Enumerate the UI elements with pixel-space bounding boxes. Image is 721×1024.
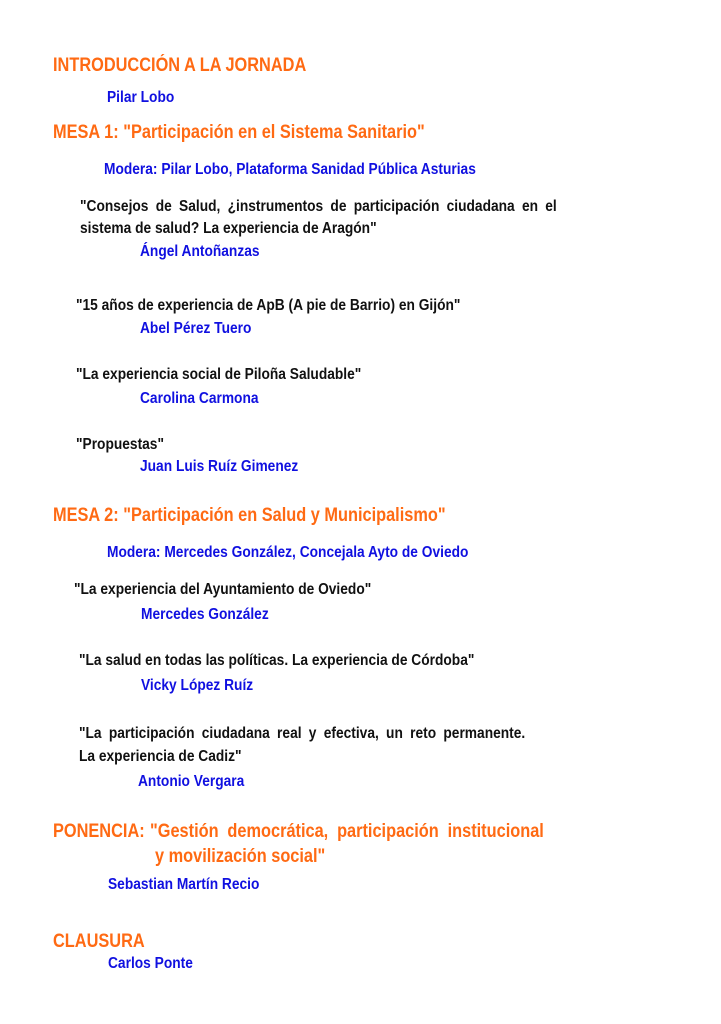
mesa2-talk3-speaker: Antonio Vergara <box>138 773 245 790</box>
mesa1-talk1-speaker: Ángel Antoñanzas <box>140 243 260 260</box>
ponencia-label: PONENCIA: <box>53 821 145 842</box>
intro-heading: INTRODUCCIÓN A LA JORNADA <box>53 55 307 76</box>
mesa1-moderator: Modera: Pilar Lobo, Plataforma Sanidad Pública Asturias <box>104 161 476 178</box>
mesa2-talk3-title-line2: La experiencia de Cadiz" <box>79 748 242 765</box>
mesa2-heading: MESA 2: "Participación en Salud y Municipalismo" <box>53 505 446 526</box>
mesa1-talk4-title: "Propuestas" <box>76 436 164 453</box>
ponencia-speaker: Sebastian Martín Recio <box>108 876 260 893</box>
mesa2-talk1-title: "La experiencia del Ayuntamiento de Oviedo" <box>74 581 372 598</box>
mesa1-heading: MESA 1: "Participación en el Sistema Sanitario" <box>53 122 425 143</box>
mesa1-talk4-speaker: Juan Luis Ruíz Gimenez <box>140 458 299 475</box>
ponencia-title-line2: y movilización social" <box>155 846 326 867</box>
mesa1-talk2-title: "15 años de experiencia de ApB (A pie de Barrio) en Gijón" <box>76 297 461 314</box>
mesa1-talk1-title-line2: sistema de salud? La experiencia de Aragón" <box>80 220 377 237</box>
mesa2-talk3-title-line1: "La participación ciudadana real y efectiva, un reto permanente. <box>79 725 526 742</box>
clausura-speaker: Carlos Ponte <box>108 955 193 972</box>
intro-speaker: Pilar Lobo <box>107 89 175 106</box>
clausura-heading: CLAUSURA <box>53 931 145 952</box>
mesa1-talk2-speaker: Abel Pérez Tuero <box>140 320 252 337</box>
mesa1-talk1-title-line1: "Consejos de Salud, ¿instrumentos de participación ciudadana en el <box>80 198 557 215</box>
ponencia-title-line1: "Gestión democrática, participación institucional <box>150 821 544 842</box>
mesa2-talk2-title: "La salud en todas las políticas. La experiencia de Córdoba" <box>79 652 475 669</box>
mesa2-talk2-speaker: Vicky López Ruíz <box>141 677 254 694</box>
mesa1-talk3-title: "La experiencia social de Piloña Saludable" <box>76 366 362 383</box>
mesa2-talk1-speaker: Mercedes González <box>141 606 269 623</box>
mesa1-talk3-speaker: Carolina Carmona <box>140 390 259 407</box>
mesa2-moderator: Modera: Mercedes González, Concejala Ayto de Oviedo <box>107 544 469 561</box>
